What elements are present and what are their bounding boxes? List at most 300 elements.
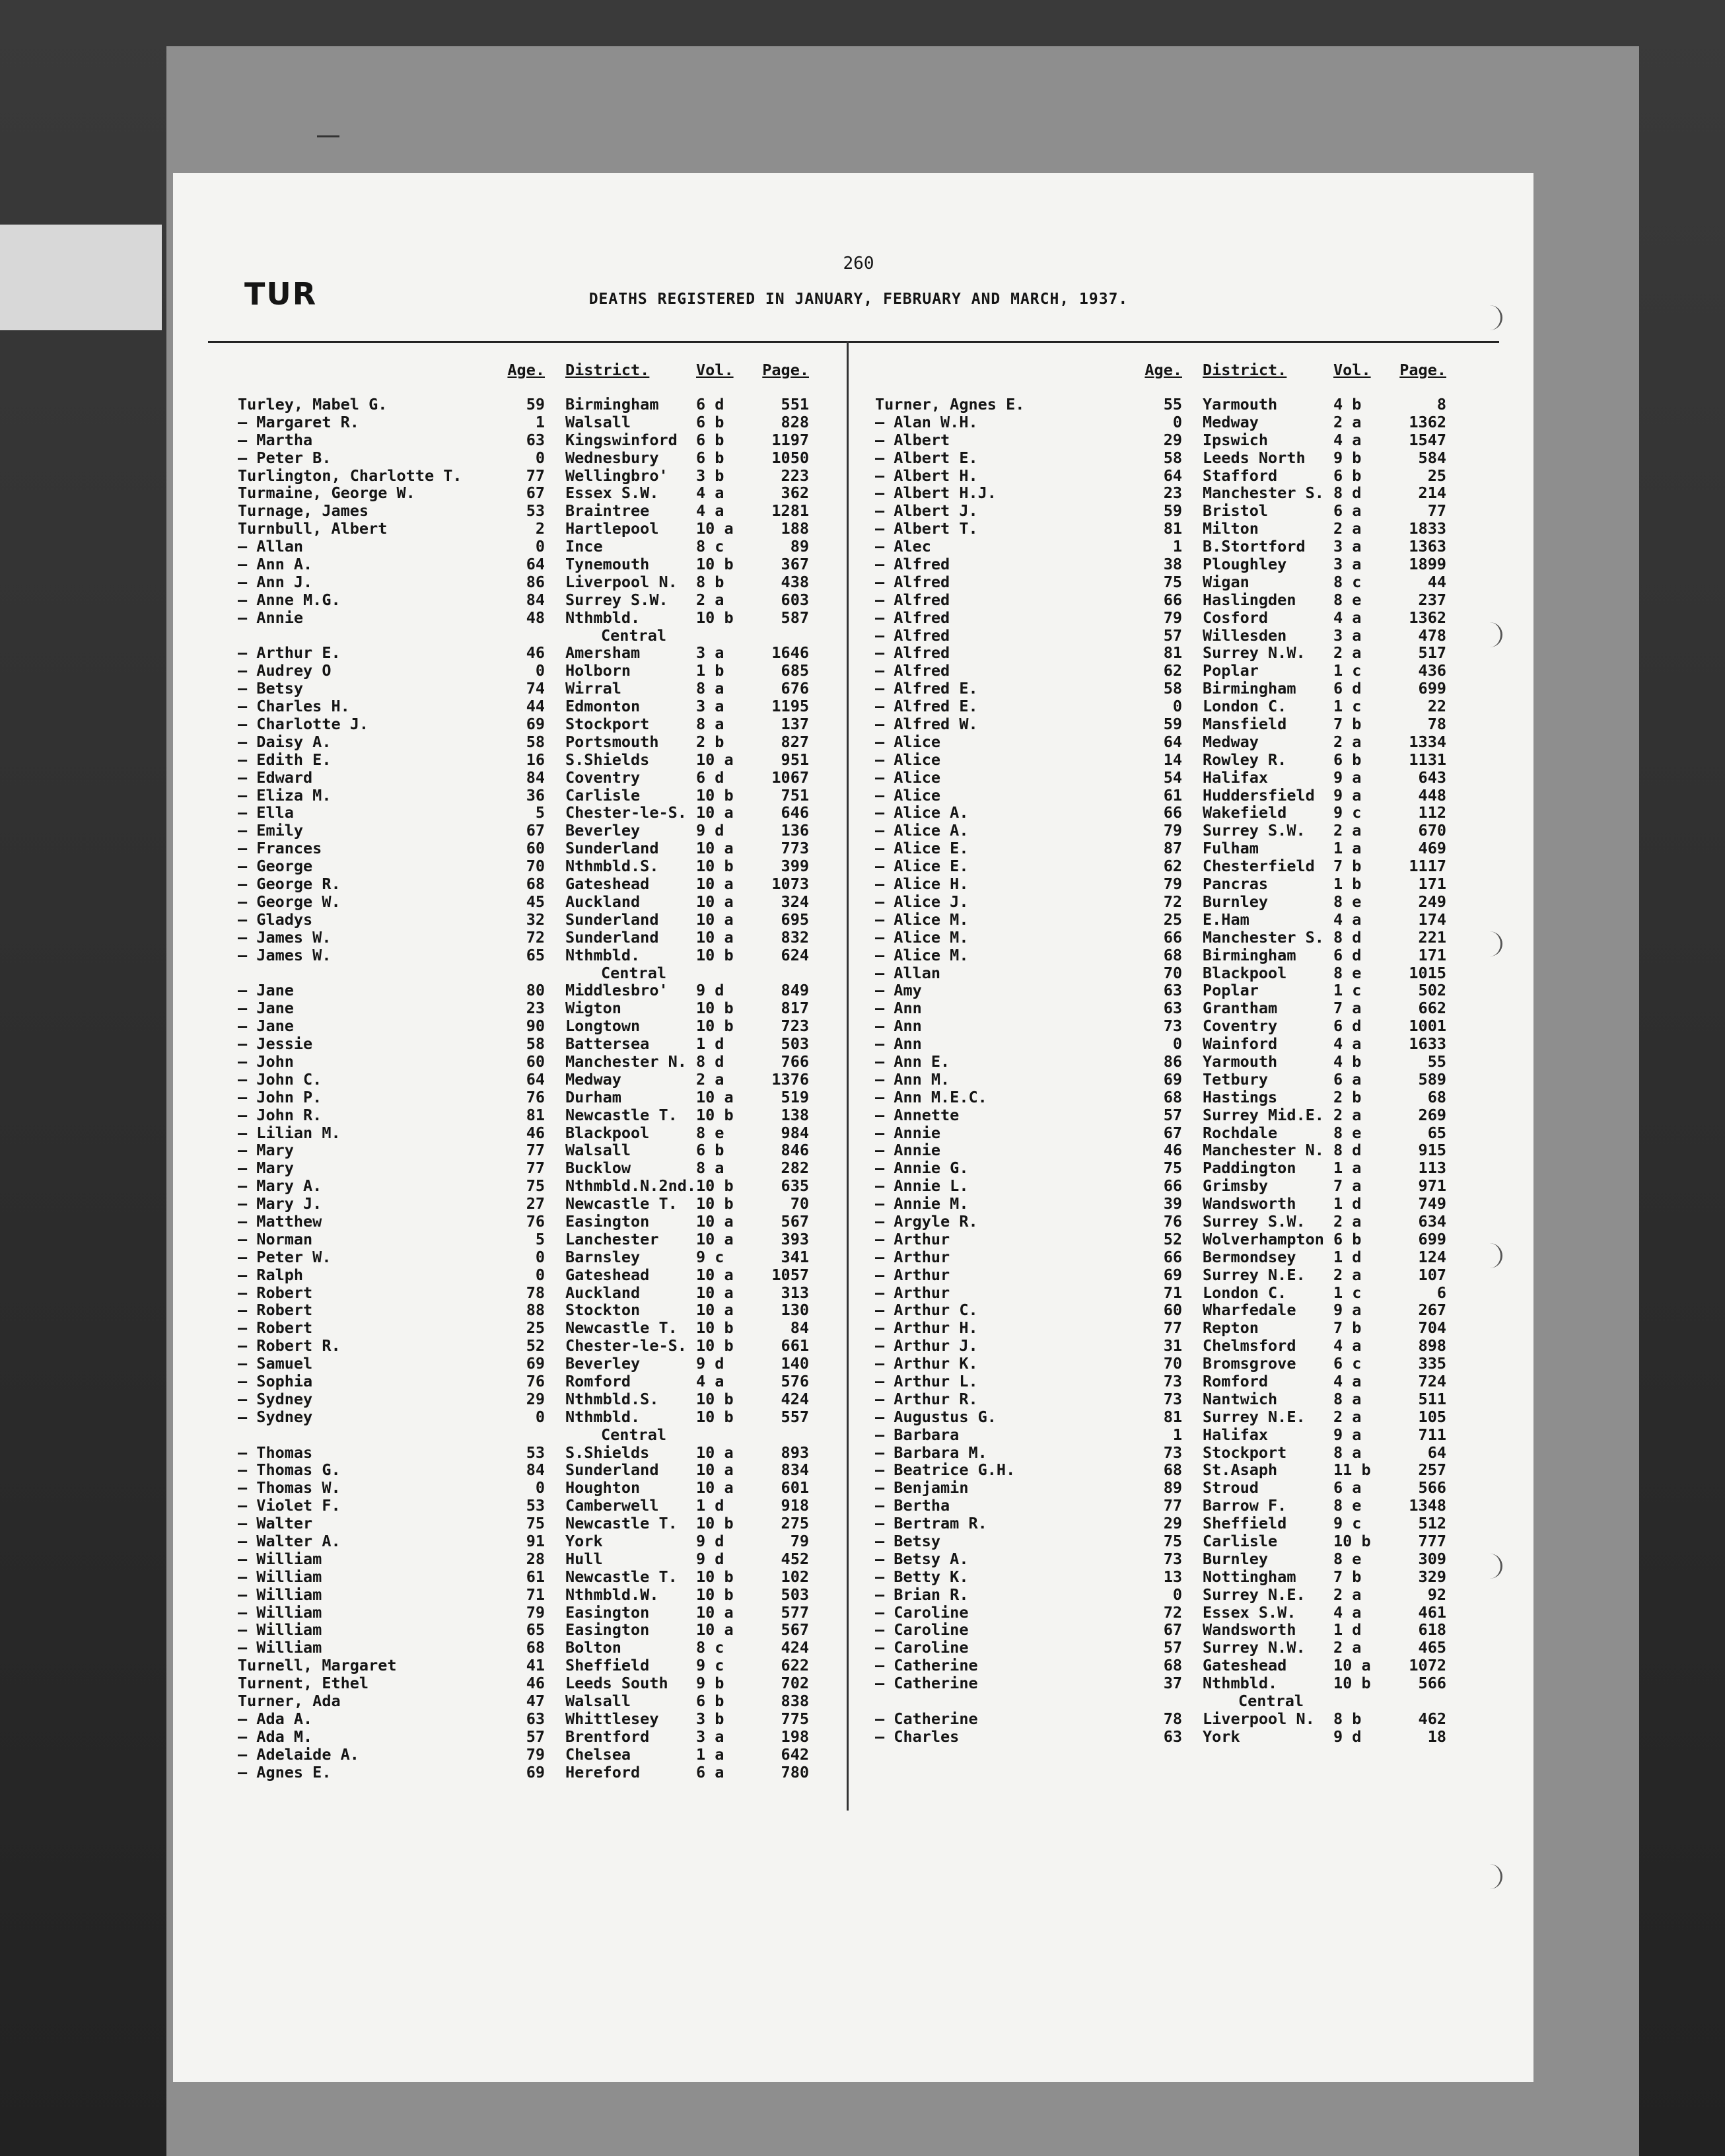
entry-page: 846 xyxy=(781,1141,809,1160)
entry-vol: 2 a xyxy=(696,1069,724,1089)
entry-name: — William xyxy=(238,1602,322,1622)
entry-page xyxy=(740,1426,809,1444)
entry-vol: 7 b xyxy=(1333,857,1362,876)
entry-vol: 8 c xyxy=(696,1638,724,1657)
entry-page: 635 xyxy=(781,1176,809,1196)
table-row xyxy=(875,911,1479,929)
entry-vol: 4 a xyxy=(1333,1371,1362,1390)
entry-vol: 8 a xyxy=(696,715,724,734)
entry-vol: 8 d xyxy=(1333,1141,1362,1160)
entry-age: 27 xyxy=(526,1194,545,1213)
entry-name: — James W. xyxy=(238,927,332,947)
entry-name: — Annie M. xyxy=(875,1194,969,1213)
entry-name: — Robert xyxy=(238,1283,313,1302)
entry-name: — Catherine xyxy=(875,1709,978,1728)
entry-age: 63 xyxy=(1163,981,1182,1000)
entry-district: Central xyxy=(1238,1692,1304,1711)
entry-name: — William xyxy=(238,1638,322,1657)
table-row xyxy=(238,1319,835,1337)
entry-name: — Alfred xyxy=(875,590,950,609)
entry-vol: 6 b xyxy=(696,448,724,467)
entry-district: Central xyxy=(601,1425,667,1444)
table-row xyxy=(238,556,835,573)
entry-district: Hereford xyxy=(565,1762,641,1781)
table-row xyxy=(875,644,1479,662)
table-row xyxy=(875,591,1479,609)
entry-district: Camberwell xyxy=(565,1496,659,1515)
entry-name: — Albert H.J. xyxy=(875,484,997,503)
entry-page: 777 xyxy=(1418,1532,1446,1550)
entry-district: Newcastle T. xyxy=(565,1194,678,1213)
entry-vol: 10 b xyxy=(696,608,734,627)
entry-district: Haslingden xyxy=(1203,590,1296,609)
table-row xyxy=(238,1195,835,1213)
entry-page: 138 xyxy=(781,1105,809,1124)
entry-vol: 9 c xyxy=(1333,803,1362,822)
entry-vol: 9 d xyxy=(696,821,724,840)
table-row xyxy=(238,804,835,822)
entry-name: Turnage, James xyxy=(238,501,369,521)
entry-district: Burnley xyxy=(1203,892,1269,911)
entry-page: 70 xyxy=(790,1194,809,1213)
table-row xyxy=(238,1159,835,1177)
entry-name: Turlington, Charlotte T. xyxy=(238,466,462,485)
entry-age: 90 xyxy=(526,1017,545,1036)
entry-name: — Alice M. xyxy=(875,910,969,929)
entry-district: London C. xyxy=(1203,1283,1287,1302)
entry-vol: 10 b xyxy=(696,1407,734,1426)
entry-page: 780 xyxy=(781,1762,809,1781)
entry-age: 59 xyxy=(1163,501,1182,521)
entry-name: Turner, Agnes E. xyxy=(875,395,1025,413)
entry-name: — Jane xyxy=(238,981,294,1000)
district-header: District. xyxy=(565,361,650,379)
entry-page: 438 xyxy=(781,572,809,591)
entry-name: — Arthur xyxy=(875,1247,950,1266)
entry-district: Birmingham xyxy=(565,395,659,413)
entry-age: 79 xyxy=(1163,608,1182,627)
entry-page: 267 xyxy=(1418,1301,1446,1320)
entry-district: Milton xyxy=(1203,519,1259,538)
entry-district: S.Shields xyxy=(565,750,650,769)
entry-page: 1633 xyxy=(1409,1034,1446,1054)
entry-district: Surrey N.E. xyxy=(1203,1407,1306,1426)
entry-page: 670 xyxy=(1418,821,1446,840)
entry-district: Chesterfield xyxy=(1203,857,1315,876)
entry-name: Turley, Mabel G. xyxy=(238,395,388,413)
entry-age: 52 xyxy=(526,1336,545,1355)
entry-page: 107 xyxy=(1418,1265,1446,1284)
entry-name: Turnent, Ethel xyxy=(238,1674,369,1693)
entry-age: 44 xyxy=(526,697,545,716)
entry-vol: 10 b xyxy=(696,1105,734,1124)
entry-age: 77 xyxy=(1163,1496,1182,1515)
entry-page: 282 xyxy=(781,1159,809,1178)
table-row xyxy=(238,1248,835,1266)
entry-page: 223 xyxy=(781,466,809,485)
entry-vol: 6 d xyxy=(696,768,724,787)
entry-page: 275 xyxy=(781,1514,809,1533)
entry-vol: 10 a xyxy=(696,1620,734,1639)
entry-vol: 9 a xyxy=(1333,768,1362,787)
entry-district: Halifax xyxy=(1203,1425,1269,1444)
entry-age: 73 xyxy=(1163,1371,1182,1390)
entry-age: 76 xyxy=(526,1371,545,1390)
entry-name: — Alfred xyxy=(875,572,950,591)
entry-district: Surrey N.W. xyxy=(1203,643,1306,663)
entry-page: 335 xyxy=(1418,1354,1446,1373)
entry-district: Stockton xyxy=(565,1301,641,1320)
entry-vol: 1 c xyxy=(1333,697,1362,716)
entry-name: — Brian R. xyxy=(875,1585,969,1604)
entry-vol: 10 a xyxy=(696,1283,734,1302)
entry-vol: 8 e xyxy=(1333,892,1362,911)
entry-age: 46 xyxy=(526,1674,545,1693)
entry-vol: 3 a xyxy=(1333,537,1362,556)
entry-page: 22 xyxy=(1427,697,1446,716)
table-row xyxy=(875,627,1479,645)
entry-vol: 4 a xyxy=(1333,430,1362,449)
entry-page: 576 xyxy=(781,1371,809,1390)
entry-vol: 2 b xyxy=(1333,1087,1362,1106)
entry-name: — John C. xyxy=(238,1069,322,1089)
entry-age: 84 xyxy=(526,768,545,787)
entry-district: Nthmbld.S. xyxy=(565,1389,659,1408)
entry-vol: 10 b xyxy=(696,1567,734,1586)
table-row xyxy=(238,1426,835,1444)
entry-district: Bolton xyxy=(565,1638,621,1657)
entry-name: — Beatrice G.H. xyxy=(875,1460,1016,1480)
entry-page: 55 xyxy=(1427,1052,1446,1071)
entry-age: 70 xyxy=(526,857,545,876)
entry-district: Auckland xyxy=(565,1283,641,1302)
table-row xyxy=(875,1604,1479,1622)
entry-name: — Arthur J. xyxy=(875,1336,978,1355)
entry-age: 68 xyxy=(1163,945,1182,964)
entry-vol: 9 d xyxy=(696,981,724,1000)
entry-page xyxy=(740,964,809,982)
entry-page: 502 xyxy=(1418,981,1446,1000)
entry-district: Rochdale xyxy=(1203,1123,1278,1142)
entry-age: 64 xyxy=(526,555,545,574)
entry-age: 1 xyxy=(1172,1425,1182,1444)
entry-page: 1547 xyxy=(1409,430,1446,449)
table-row xyxy=(875,1319,1479,1337)
table-row xyxy=(238,1461,835,1479)
entry-page: 642 xyxy=(781,1744,809,1764)
table-row xyxy=(875,1568,1479,1586)
entry-page: 174 xyxy=(1418,910,1446,929)
table-row xyxy=(238,680,835,698)
entry-name: — Arthur xyxy=(875,1229,950,1248)
entry-name: — Alice xyxy=(875,750,941,769)
table-row xyxy=(238,1408,835,1426)
table-row xyxy=(238,1355,835,1373)
entry-page: 112 xyxy=(1418,803,1446,822)
table-row xyxy=(875,929,1479,947)
table-row xyxy=(875,1515,1479,1532)
entry-district: Manchester S. xyxy=(1203,927,1324,947)
entry-page: 105 xyxy=(1418,1407,1446,1426)
entry-district: Hastings xyxy=(1203,1087,1278,1106)
entry-district: Auckland xyxy=(565,892,641,911)
entry-vol: 10 a xyxy=(696,1478,734,1497)
entry-page: 124 xyxy=(1418,1247,1446,1266)
entry-district: Wellingbro' xyxy=(565,466,668,485)
entry-page: 214 xyxy=(1418,484,1446,503)
entry-district: Leeds South xyxy=(565,1674,668,1693)
entry-vol: 2 a xyxy=(1333,1585,1362,1604)
entry-age: 5 xyxy=(535,803,545,822)
entry-page: 140 xyxy=(781,1354,809,1373)
column-header xyxy=(238,360,835,382)
entry-page: 6 xyxy=(1436,1283,1446,1302)
entry-page: 567 xyxy=(781,1620,809,1639)
table-row xyxy=(238,733,835,751)
entry-page: 1362 xyxy=(1409,412,1446,431)
entry-vol: 4 a xyxy=(696,484,724,503)
table-row xyxy=(875,1284,1479,1302)
entry-district: Surrey S.W. xyxy=(565,590,668,609)
table-row xyxy=(875,467,1479,485)
entry-district: Nthmbld. xyxy=(565,608,641,627)
entry-vol: 9 d xyxy=(696,1532,724,1550)
entry-vol: 9 d xyxy=(696,1549,724,1568)
entry-vol: 9 c xyxy=(1333,1514,1362,1533)
table-row xyxy=(238,1231,835,1248)
entry-vol: 10 b xyxy=(1333,1532,1371,1550)
entry-vol: 1 d xyxy=(1333,1194,1362,1213)
entry-district: Nthmbld. xyxy=(1203,1674,1278,1693)
table-row xyxy=(875,1710,1479,1728)
entry-district: Liverpool N. xyxy=(1203,1709,1315,1728)
entry-vol: 3 b xyxy=(696,1709,724,1728)
entry-vol xyxy=(693,964,740,982)
entry-district: Yarmouth xyxy=(1203,395,1278,413)
entry-page: 1281 xyxy=(771,501,809,521)
entry-page: 503 xyxy=(781,1034,809,1054)
entry-name: — Allan xyxy=(238,537,304,556)
entry-name: — Ada A. xyxy=(238,1709,313,1728)
table-row xyxy=(238,1301,835,1319)
entry-name: — Alfred W. xyxy=(875,715,978,734)
entry-name: — Benjamin xyxy=(875,1478,969,1497)
entry-page: 551 xyxy=(781,395,809,413)
entry-district: Tetbury xyxy=(1203,1069,1269,1089)
entry-vol: 6 b xyxy=(696,430,724,449)
entry-vol: 3 a xyxy=(1333,555,1362,574)
entry-name: — Alfred E. xyxy=(875,697,978,716)
entry-name: — Annie xyxy=(875,1123,941,1142)
entry-vol: 2 a xyxy=(696,590,724,609)
entry-age: 86 xyxy=(526,572,545,591)
table-row xyxy=(875,1355,1479,1373)
table-row xyxy=(875,680,1479,698)
entry-district: Amersham xyxy=(565,643,641,663)
entry-district: Blackpool xyxy=(565,1123,650,1142)
entry-age: 69 xyxy=(1163,1069,1182,1089)
entry-age: 61 xyxy=(526,1567,545,1586)
entry-age: 58 xyxy=(526,732,545,751)
table-row xyxy=(238,1497,835,1515)
table-row xyxy=(238,875,835,893)
entry-age: 63 xyxy=(526,1709,545,1728)
entry-age: 58 xyxy=(526,1034,545,1054)
entry-age: 46 xyxy=(526,643,545,663)
entry-vol: 1 a xyxy=(1333,839,1362,858)
entry-vol: 4 a xyxy=(696,1371,724,1390)
entry-district: Gateshead xyxy=(1203,1656,1287,1675)
entry-name: — Robert xyxy=(238,1318,313,1338)
entry-age: 78 xyxy=(1163,1709,1182,1728)
entry-name: Turner, Ada xyxy=(238,1692,341,1711)
entry-name: — Walter xyxy=(238,1514,313,1533)
entry-page: 424 xyxy=(781,1638,809,1657)
entry-district: Rowley R. xyxy=(1203,750,1287,769)
entry-age: 77 xyxy=(526,1159,545,1178)
entry-age: 66 xyxy=(1163,1247,1182,1266)
entry-vol: 9 b xyxy=(696,1674,724,1693)
entry-age: 81 xyxy=(526,1105,545,1124)
entry-district: Sheffield xyxy=(565,1656,650,1675)
entry-vol: 10 a xyxy=(696,910,734,929)
entry-vol: 8 a xyxy=(1333,1443,1362,1462)
entry-district: Blackpool xyxy=(1203,963,1287,982)
entry-page: 478 xyxy=(1418,626,1446,645)
entry-name: — Ada M. xyxy=(238,1727,313,1746)
entry-page: 465 xyxy=(1418,1638,1446,1657)
entry-district: Newcastle T. xyxy=(565,1514,678,1533)
entry-age: 67 xyxy=(1163,1620,1182,1639)
table-row xyxy=(875,1231,1479,1248)
entry-district: Coventry xyxy=(1203,1017,1278,1036)
entry-page: 367 xyxy=(781,555,809,574)
entry-page: 577 xyxy=(781,1602,809,1622)
entry-age: 0 xyxy=(535,537,545,556)
entry-page: 64 xyxy=(1427,1443,1446,1462)
entry-age: 36 xyxy=(526,785,545,805)
entry-page: 695 xyxy=(781,910,809,929)
entry-page: 951 xyxy=(781,750,809,769)
entry-page: 269 xyxy=(1418,1105,1446,1124)
table-row xyxy=(238,413,835,431)
entry-district: Medway xyxy=(1203,412,1259,431)
entry-page: 1334 xyxy=(1409,732,1446,751)
entry-district: Fulham xyxy=(1203,839,1259,858)
entry-vol: 10 b xyxy=(696,1389,734,1408)
entry-district: St.Asaph xyxy=(1203,1460,1278,1480)
entry-district: Ploughley xyxy=(1203,555,1287,574)
entry-age: 37 xyxy=(1163,1674,1182,1693)
table-row xyxy=(875,1124,1479,1142)
entry-district: Battersea xyxy=(565,1034,650,1054)
entry-district: Bromsgrove xyxy=(1203,1354,1296,1373)
entry-vol: 1 b xyxy=(696,661,724,680)
entry-vol: 8 e xyxy=(696,1123,724,1142)
entry-name xyxy=(238,1426,495,1444)
entry-age: 0 xyxy=(535,1478,545,1497)
entry-district: Longtown xyxy=(565,1017,641,1036)
table-row xyxy=(875,1373,1479,1390)
table-row xyxy=(238,1177,835,1195)
entry-age: 31 xyxy=(1163,1336,1182,1355)
entry-district: Newcastle T. xyxy=(565,1318,678,1338)
entry-page: 711 xyxy=(1418,1425,1446,1444)
entry-name: — Caroline xyxy=(875,1638,969,1657)
entry-vol: 11 b xyxy=(1333,1460,1371,1480)
entry-name: — Barbara M. xyxy=(875,1443,987,1462)
entry-vol: 8 a xyxy=(696,679,724,698)
table-row xyxy=(875,1266,1479,1284)
entry-name: — Ann A. xyxy=(238,555,313,574)
entry-district: Beverley xyxy=(565,821,641,840)
table-row xyxy=(875,1177,1479,1195)
table-row xyxy=(238,662,835,680)
entry-district: Surrey N.E. xyxy=(1203,1265,1306,1284)
entry-age: 71 xyxy=(1163,1283,1182,1302)
entry-name: — Argyle R. xyxy=(875,1211,978,1231)
entry-page: 1015 xyxy=(1409,963,1446,982)
entry-name: — Charles H. xyxy=(238,697,350,716)
entry-vol: 3 a xyxy=(696,643,724,663)
entry-age: 0 xyxy=(1172,697,1182,716)
entry-vol: 8 e xyxy=(1333,963,1362,982)
entry-district: Ince xyxy=(565,537,603,556)
table-row xyxy=(875,1728,1479,1746)
entry-vol: 9 a xyxy=(1333,1301,1362,1320)
table-row xyxy=(238,1515,835,1532)
table-row xyxy=(238,1586,835,1604)
entry-name: — George W. xyxy=(238,892,341,911)
table-row xyxy=(875,1657,1479,1674)
entry-vol xyxy=(693,1426,740,1444)
entry-age: 29 xyxy=(1163,430,1182,449)
entry-vol: 8 c xyxy=(1333,572,1362,591)
entry-vol: 6 d xyxy=(696,395,724,413)
age-header: Age. xyxy=(507,361,545,379)
entry-age: 67 xyxy=(526,821,545,840)
entry-page: 704 xyxy=(1418,1318,1446,1338)
entry-age: 46 xyxy=(1163,1141,1182,1160)
entry-page: 136 xyxy=(781,821,809,840)
table-row xyxy=(238,964,835,982)
table-row xyxy=(238,591,835,609)
table-row xyxy=(875,1141,1479,1159)
entry-name: — Alice A. xyxy=(875,803,969,822)
entry-vol: 9 d xyxy=(1333,1727,1362,1746)
entry-page: 849 xyxy=(781,981,809,1000)
entry-vol: 1 d xyxy=(1333,1247,1362,1266)
entry-age: 23 xyxy=(526,999,545,1018)
entry-age: 60 xyxy=(526,839,545,858)
entry-name: — Alice E. xyxy=(875,839,969,858)
entry-district: Medway xyxy=(565,1069,621,1089)
table-row xyxy=(238,1337,835,1355)
table-row xyxy=(238,467,835,485)
entry-age: 2 xyxy=(535,519,545,538)
table-row xyxy=(238,538,835,556)
entry-name: — Margaret R. xyxy=(238,412,359,431)
entry-page: 1195 xyxy=(771,697,809,716)
entry-page: 661 xyxy=(781,1336,809,1355)
entry-vol xyxy=(693,627,740,645)
entry-age: 77 xyxy=(526,1141,545,1160)
entry-district: Poplar xyxy=(1203,981,1259,1000)
entry-vol: 8 e xyxy=(1333,1123,1362,1142)
entry-district: Holborn xyxy=(565,661,631,680)
entry-page: 601 xyxy=(781,1478,809,1497)
entry-age: 75 xyxy=(526,1176,545,1196)
